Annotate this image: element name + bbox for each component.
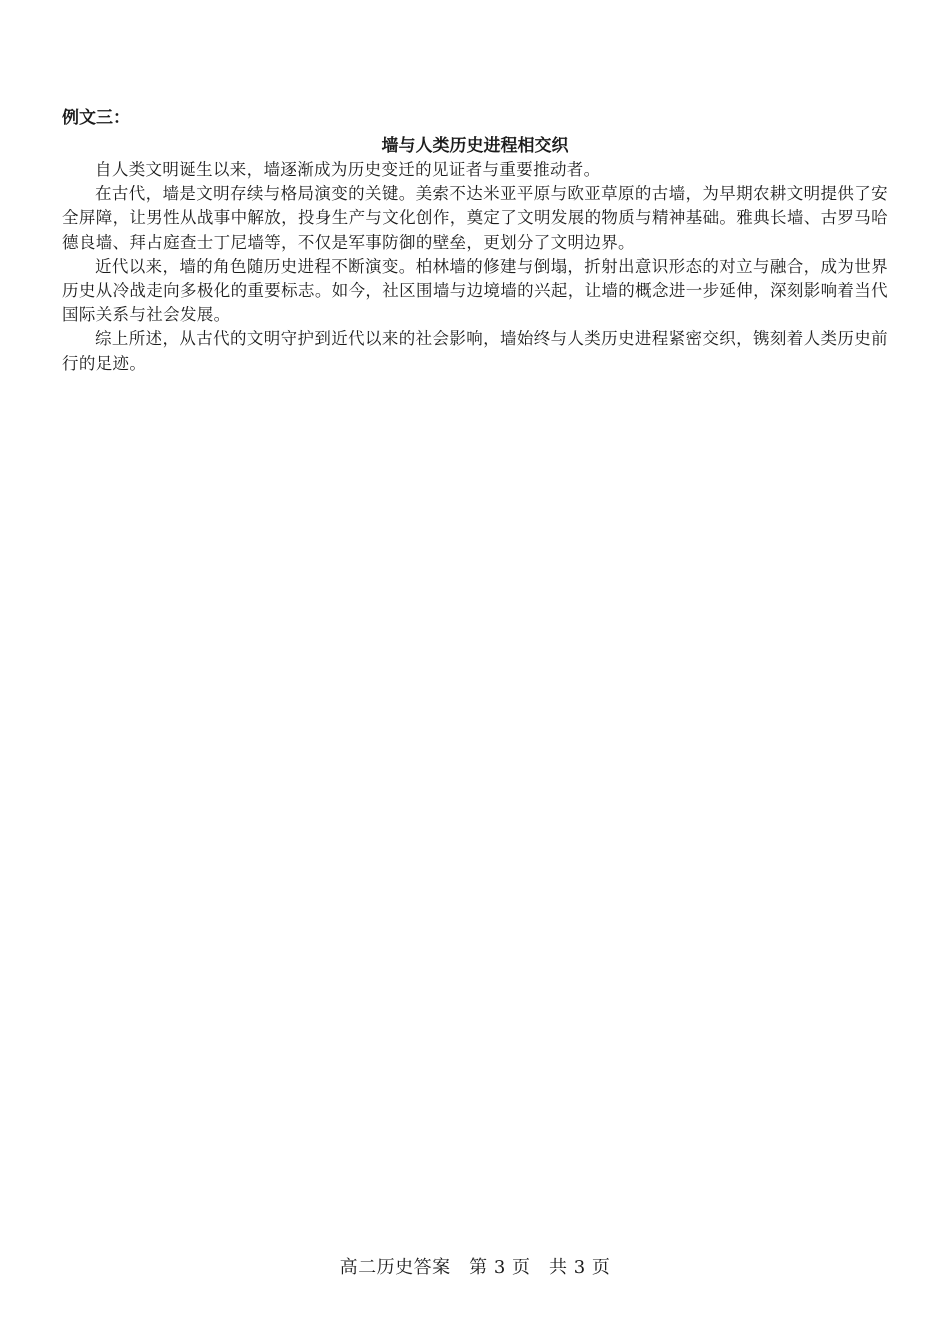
essay-title: 墙与人类历史进程相交织 [381, 136, 569, 156]
essay-body [62, 158, 888, 376]
paragraph-intro: 自人类文明诞生以来，墙逐渐成为历史变迁的见证者与重要推动者。 [95, 160, 601, 179]
paragraph-modern: 近代以来，墙的角色随历史进程不断演变。柏林墙的修建与倒塌，折射出意识形态的对立与融合，成为世界历史从冷战走向多极化的重要标志。如今，社区围墙与边境墙的兴起，让墙的概念进一步延伸，深刻影响着当代国际关系与社会发展。 [62, 256, 888, 325]
page-footer: 高二历史答案 第 3 页 共 3 页 [339, 1257, 611, 1278]
paragraph-conclusion: 综上所述，从古代的文明守护到近代以来的社会影响，墙始终与人类历史进程紧密交织，镌刻着人类历史前行的足迹。 [62, 329, 888, 373]
section-label: 例文三： [62, 108, 130, 128]
paragraph-ancient: 在古代，墙是文明存续与格局演变的关键。美索不达米亚平原与欧亚草原的古墙，为早期农耕文明提供了安全屏障，让男性从战事中解放，投身生产与文化创作，奠定了文明发展的物质与精神基础。雅典长墙、古罗马哈德良墙、拜占庭查士丁尼墙等，不仅是军事防御的壁垒，更划分了文明边界。 [62, 184, 888, 252]
